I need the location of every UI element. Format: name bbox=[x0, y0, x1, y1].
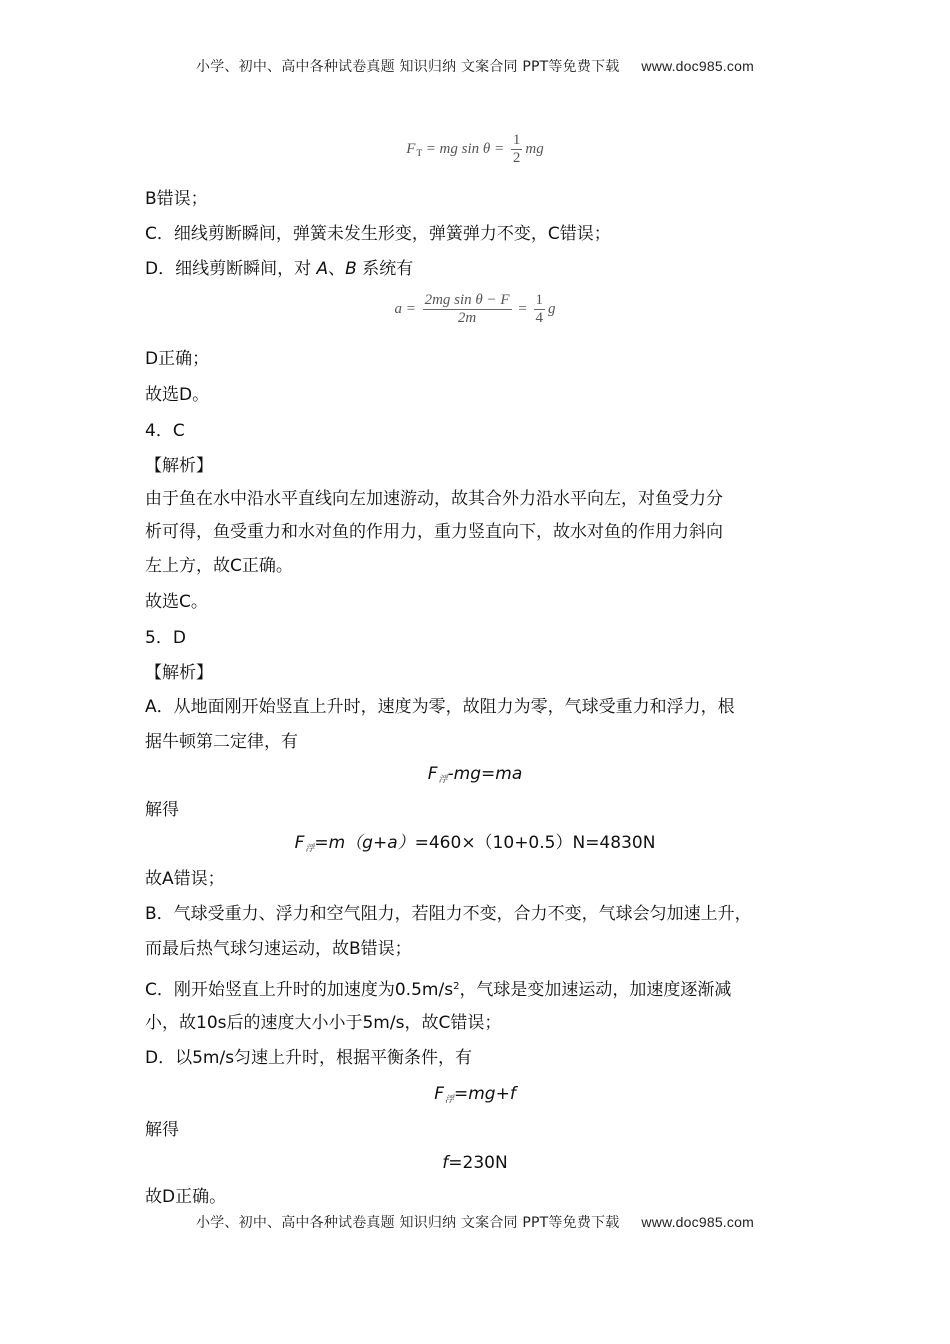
question-number: 5．D bbox=[145, 628, 186, 648]
text-line: D．细线剪断瞬间，对 A、B 系统有 bbox=[145, 259, 414, 279]
text-line: 解得 bbox=[145, 800, 179, 820]
text-line: 小，故10s后的速度大小小于5m/s，故C错误； bbox=[145, 1013, 502, 1033]
formula-acceleration: a = $\frac{\text{2mg sin θ − F}}{2m}$ = $\frac{1}{4}$ g bbox=[394, 292, 556, 326]
footer-text: 小学、初中、高中各种试卷真题 知识归纳 文案合同 PPT等免费下载 bbox=[196, 1215, 620, 1231]
text-line: 解得 bbox=[145, 1120, 179, 1140]
text-line: B．气球受重力、浮力和空气阻力，若阻力不变，合力不变，气球会匀加速上升， bbox=[145, 904, 752, 924]
text-line: 由于鱼在水中沿水平直线向左加速游动，故其合外力沿水平向左，对鱼受力分 bbox=[145, 489, 723, 509]
text-line: B错误； bbox=[145, 189, 208, 209]
text-line: 析可得，鱼受重力和水对鱼的作用力，重力竖直向下，故水对鱼的作用力斜向 bbox=[145, 522, 723, 542]
page-footer bbox=[0, 1212, 950, 1232]
text-line: 故D正确。 bbox=[145, 1187, 227, 1207]
text-line: 而最后热气球匀速运动，故B错误； bbox=[145, 939, 412, 959]
question-number: 4．C bbox=[145, 421, 185, 441]
text-line: 故选C。 bbox=[145, 592, 208, 612]
page-header bbox=[0, 56, 950, 76]
equation: $F_浮-mg=ma$ bbox=[427, 764, 523, 785]
formula-tension: $F_T$ = mg sin θ = $\frac{1}{2}$ mg bbox=[406, 132, 544, 166]
header-text: 小学、初中、高中各种试卷真题 知识归纳 文案合同 PPT等免费下载 bbox=[196, 59, 620, 75]
text-line: 左上方，故C正确。 bbox=[145, 556, 293, 576]
text-line: D．以5m/s匀速上升时，根据平衡条件，有 bbox=[145, 1048, 473, 1068]
text-line: C．细线剪断瞬间，弹簧未发生形变，弹簧弹力不变，C错误； bbox=[145, 224, 611, 244]
analysis-heading: 【解析】 bbox=[145, 663, 213, 683]
footer-site: www.doc985.com bbox=[641, 1214, 754, 1230]
header-site: www.doc985.com bbox=[641, 58, 754, 74]
text-line: C．刚开始竖直上升时的加速度为$0.5m/s^2$，气球是变加速运动，加速度逐渐减 bbox=[145, 980, 732, 1000]
equation: $F_浮=m(g+a)=460\times(10+0.5)N=4830N$ bbox=[294, 833, 656, 854]
text-line: 故选D。 bbox=[145, 385, 210, 405]
equation: $F_浮=mg+f$ bbox=[434, 1084, 516, 1105]
text-line: D正确； bbox=[145, 349, 210, 369]
text-line: 故A错误； bbox=[145, 869, 225, 889]
text-line: A．从地面刚开始竖直上升时，速度为零，故阻力为零，气球受重力和浮力，根 bbox=[145, 697, 735, 717]
text-line: 据牛顿第二定律，有 bbox=[145, 732, 298, 752]
analysis-heading: 【解析】 bbox=[145, 456, 213, 476]
equation: f=230N bbox=[442, 1153, 508, 1173]
